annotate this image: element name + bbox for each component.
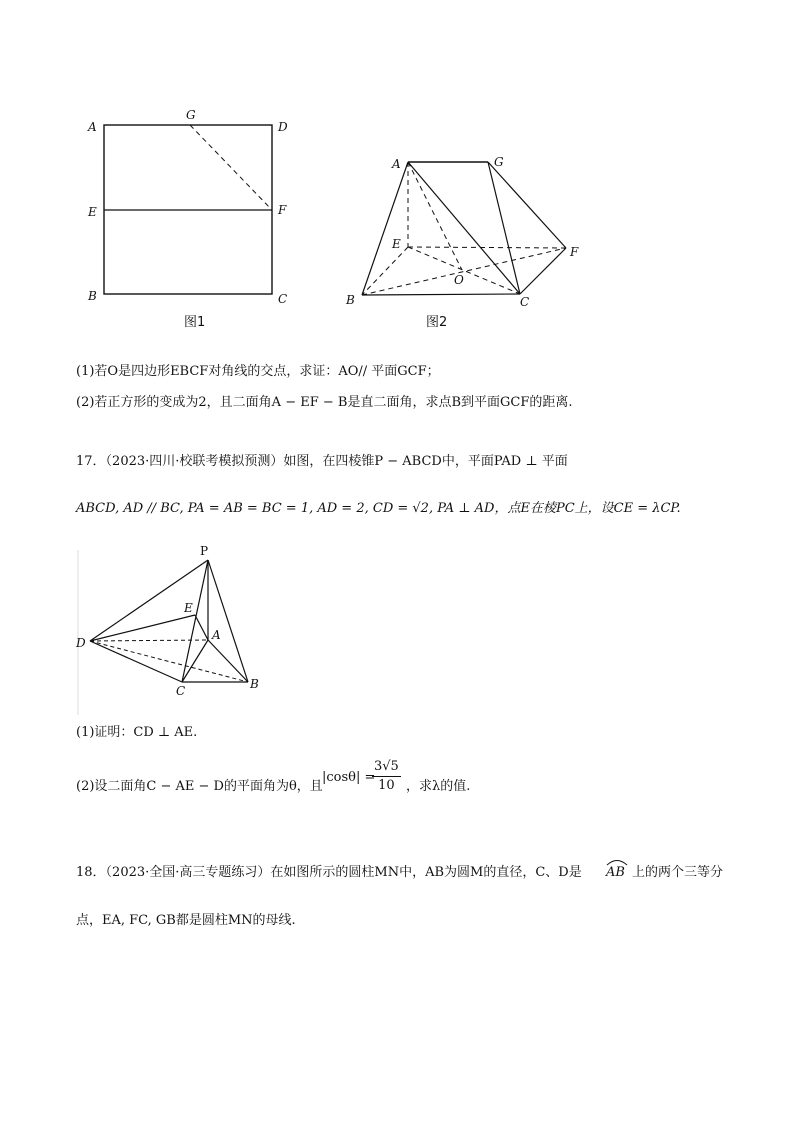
edge-ea xyxy=(195,615,208,640)
q17-abs-cos: |cosθ| = xyxy=(322,770,376,785)
q18-line1 xyxy=(76,858,736,884)
edge-ab xyxy=(362,162,408,295)
label-a: A xyxy=(88,120,97,134)
label-p: P xyxy=(200,544,209,558)
label-e: E xyxy=(88,205,97,219)
figure-2-caption: 图2 xyxy=(426,315,448,330)
edge-bf-dashed xyxy=(362,248,566,295)
label-g: G xyxy=(186,108,196,122)
label-f: F xyxy=(570,245,579,259)
edge-eb-dashed xyxy=(362,247,408,295)
label-c: C xyxy=(278,292,288,306)
edge-bc xyxy=(362,294,520,295)
figure-1-caption: 图1 xyxy=(184,315,206,330)
edge-ac xyxy=(408,162,520,294)
q17-part2-prefix: (2)设二面角C − AE − D的平面角为θ，且 xyxy=(76,779,323,794)
q17-line2: ABCD, AD // BC, PA = AB = BC = 1, AD = 2, CD = √2, PA ⊥ AD，点E在棱PC上，设CE = λCP. xyxy=(76,501,681,516)
fraction-numerator: 3√5 xyxy=(372,758,401,777)
fraction-denominator: 10 xyxy=(378,778,395,793)
q16-part2: (2)若正方形的变成为2，且二面角A − EF − B是直二面角，求点B到平面GCF的距离. xyxy=(76,395,573,410)
label-e: E xyxy=(184,601,193,615)
q18-arc-ab xyxy=(606,858,628,882)
label-o: O xyxy=(454,273,464,287)
q17-part1: (1)证明：CD ⊥ AE. xyxy=(76,725,198,740)
edge-gc xyxy=(488,162,520,294)
q16-part1: (1)若O是四边形EBCF对角线的交点，求证：AO// 平面GCF； xyxy=(76,364,440,379)
label-b: B xyxy=(250,677,259,691)
q17-line1: 17．（2023·四川·校联考模拟预测）如图，在四棱锥P − ABCD中，平面PAD ⊥ 平面 xyxy=(76,454,568,469)
edge-fc xyxy=(520,248,566,294)
label-c: C xyxy=(520,295,530,309)
edge-gf xyxy=(488,162,566,248)
edge-pb xyxy=(208,560,248,682)
label-b: B xyxy=(346,293,355,307)
label-g: G xyxy=(494,155,504,169)
label-c: C xyxy=(176,684,186,698)
edge-ec-dashed xyxy=(408,247,520,294)
arc-label: AB xyxy=(606,865,625,880)
q17-fraction xyxy=(372,758,401,795)
figure-1-square xyxy=(80,100,310,335)
edge-ab xyxy=(208,640,248,682)
edge-de xyxy=(90,615,195,641)
edge-pc xyxy=(182,560,208,682)
label-b: B xyxy=(88,289,97,303)
segment-gf-dashed xyxy=(190,125,272,210)
q18-line1-suffix: 上的两个三等分 xyxy=(632,865,724,880)
figure-pyramid xyxy=(70,540,280,715)
label-d: D xyxy=(76,636,86,650)
q17-part2-suffix: ，求λ的值. xyxy=(406,779,471,794)
figure-2-solid xyxy=(340,148,600,333)
label-f: F xyxy=(278,203,287,217)
label-a: A xyxy=(392,157,401,171)
label-e: E xyxy=(392,237,401,251)
label-a: A xyxy=(212,628,221,642)
edge-ef-dashed xyxy=(408,247,566,248)
q18-line2: 点，EA, FC, GB都是圆柱MN的母线. xyxy=(76,913,296,928)
label-d: D xyxy=(278,120,288,134)
q18-line1-prefix: 18．（2023·全国·高三专题练习）在如图所示的圆柱MN中，AB为圆M的直径，C、D是 xyxy=(76,865,582,880)
